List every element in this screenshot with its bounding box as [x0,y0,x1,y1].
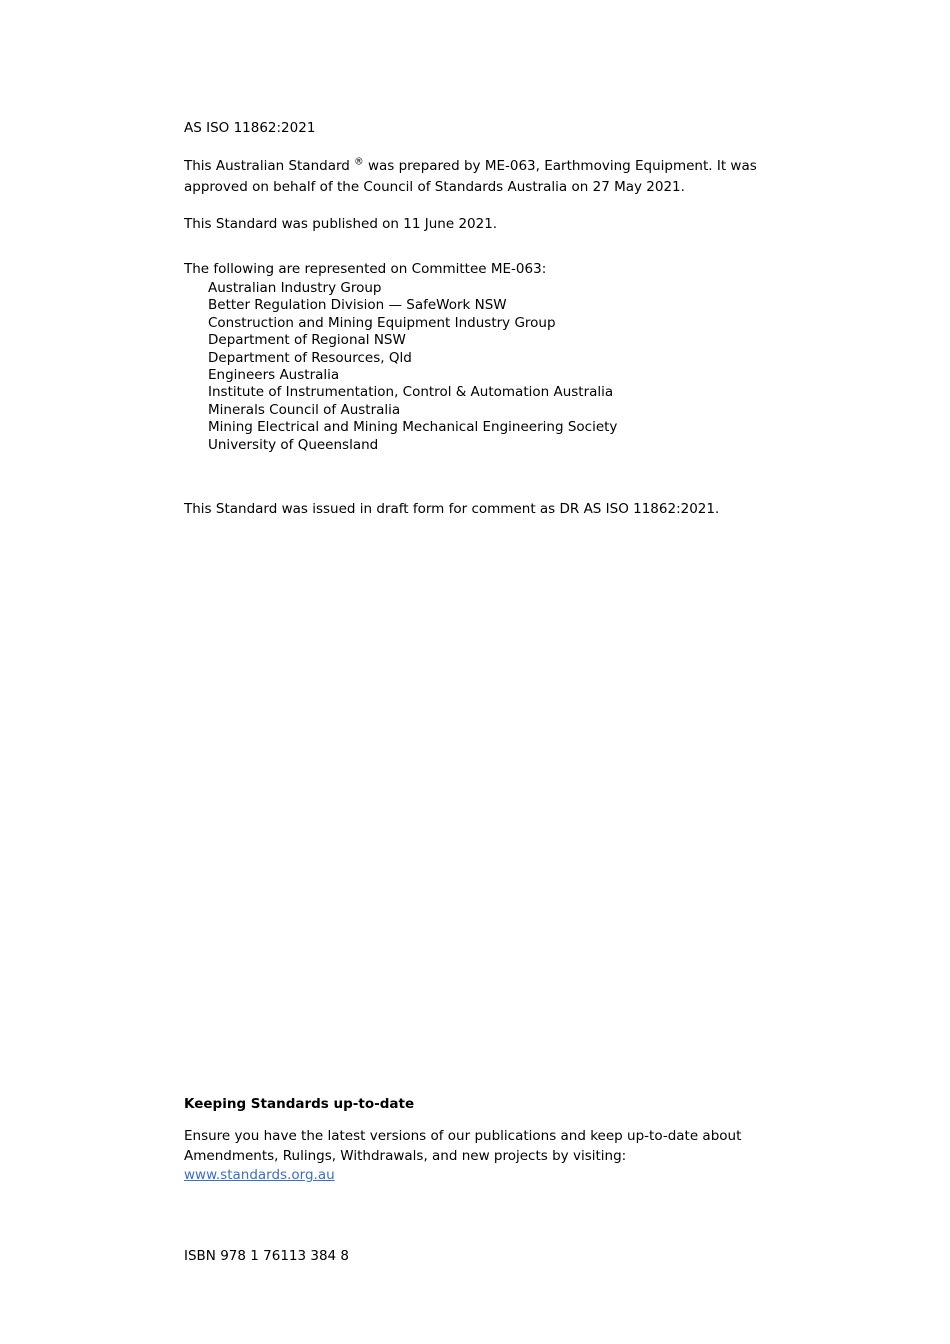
draft-comment-note: This Standard was issued in draft form for comment as DR AS ISO 11862:2021. [184,501,720,518]
list-item: University of Queensland [208,436,379,453]
document-content [184,118,784,520]
list-item: Construction and Mining Equipment Industry Group [208,314,556,331]
list-item: Department of Resources, Qld [208,349,412,366]
list-item: Mining Electrical and Mining Mechanical Engineering Society [208,419,618,436]
isbn-number: ISBN 978 1 76113 384 8 [184,1248,350,1264]
preparation-text-lead: This Australian Standard [184,158,355,174]
keeping-standards-section [184,1094,784,1186]
committee-member-list [184,280,784,454]
list-item: Institute of Instrumentation, Control & Automation Australia [208,384,614,401]
footer-body-text [184,1127,784,1186]
registered-trademark-icon: ® [354,156,364,168]
preparation-paragraph [184,156,784,198]
committee-intro: The following are represented on Committee ME-063: [184,261,547,277]
list-item: Australian Industry Group [208,280,382,296]
footer-heading: Keeping Standards up-to-date [184,1096,415,1112]
standards-website-link[interactable]: www.standards.org.au [184,1167,335,1183]
list-item: Minerals Council of Australia [208,401,401,418]
list-item: Better Regulation Division — SafeWork NSW [208,297,507,314]
document-identifier: AS ISO 11862:2021 [184,120,316,136]
footer-body-span: Ensure you have the latest versions of our publications and keep up-to-date about Amendments, Rulings, Withdrawals, and new projects by visiting: [184,1128,742,1164]
list-item: Department of Regional NSW [208,332,406,349]
publication-paragraph: This Standard was published on 11 June 2021. [184,216,498,232]
preparation-text-tail: was prepared by ME-063, Earthmoving Equipment. It was approved on behalf of the Council of Standards Australia on 27 May 2021. [184,158,757,195]
list-item: Engineers Australia [208,367,340,384]
